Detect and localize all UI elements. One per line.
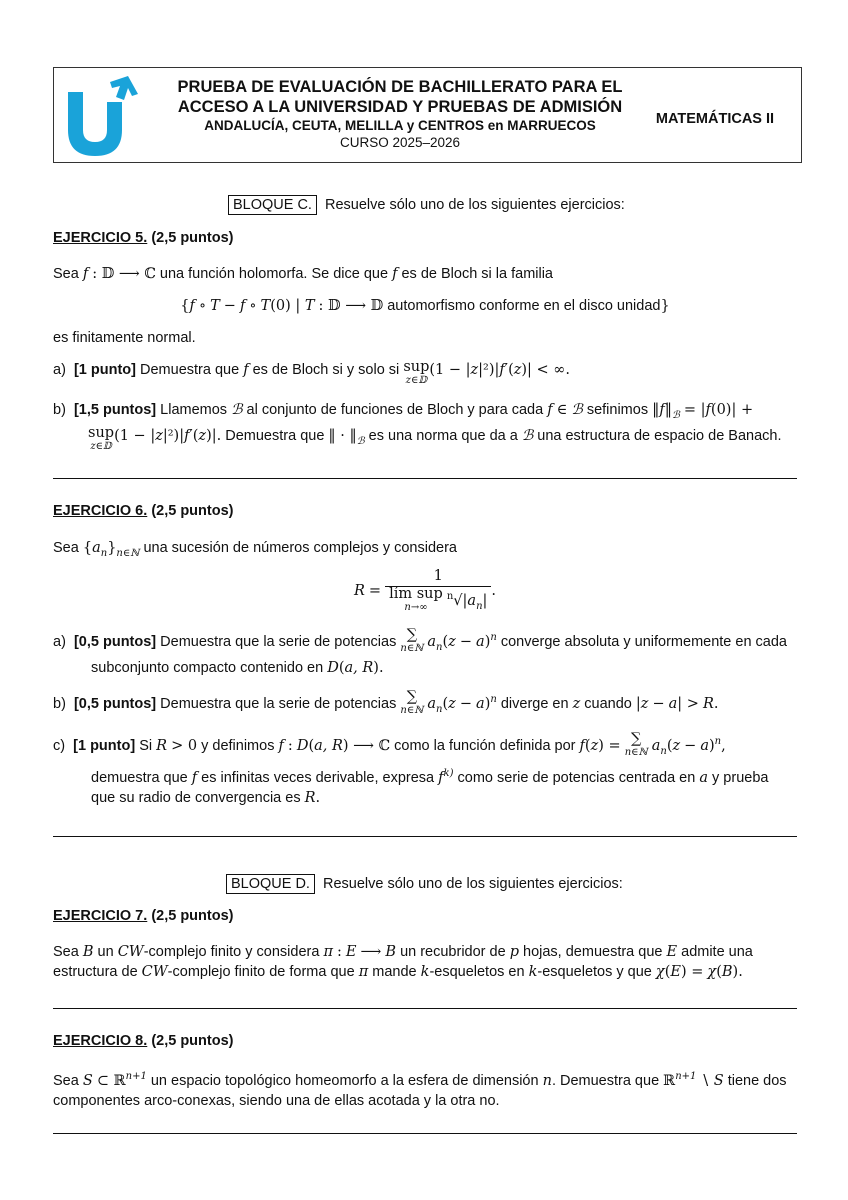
ex6-part-a: a) [0,5 puntos] Demuestra que la serie de potencias ∑ n∈ℕ $a_n(z - a)^n$ converge absoluta y uniformemente en cada subconjunto compacto contenido en D(a, R).	[53, 627, 787, 676]
ex6-part-b: b) [0,5 puntos] Demuestra que la serie de potencias ∑ n∈ℕ $a_n(z - a)^n$ diverge en z cuando |z − a| > R.	[53, 689, 719, 716]
ex5-title	[53, 230, 233, 246]
divider	[53, 836, 797, 837]
ex8-points: (2,5 puntos)	[151, 1033, 234, 1049]
ex5-part-a: a) [1 punto] Demuestra que f es de Bloch si y solo si sup z∈𝔻 (1 − |z|²)|f′(z)| < ∞.	[53, 359, 570, 386]
header-line-1: PRUEBA DE EVALUACIÓN DE BACHILLERATO PARA EL	[177, 78, 623, 96]
bloque-d-instruction: Resuelve sólo uno de los siguientes ejercicios:	[323, 876, 623, 892]
divider	[53, 1133, 797, 1134]
ex8-title-label: EJERCICIO 8.	[53, 1033, 148, 1049]
header-line-2: ACCESO A LA UNIVERSIDAD Y PRUEBAS DE ADMISIÓN	[177, 98, 623, 116]
ex6-intro: Sea $\{a_n\}_{n\in ℕ}$ una sucesión de números complejos y considera	[53, 540, 457, 559]
ex5-title-label: EJERCICIO 5.	[53, 230, 148, 246]
ex6-part-c: c) [1 punto] Si R > 0 y definimos f : D(a, R) ⟶ ℂ como la función definida por f(z) = ∑ n∈ℕ $a_n(z - a)^n$,	[53, 731, 726, 758]
header-course: CURSO 2025–2026	[339, 135, 461, 150]
bloque-d-heading	[226, 876, 623, 892]
ex5-part-b: b) [1,5 puntos] Llamemos ℬ al conjunto de funciones de Bloch y para cada f ∈ ℬ sefinimos $‖f‖_ℬ = |f(0)|$ + sup z∈𝔻 (1 − |z|²)|f′(z)|. Demuestra que ‖ · $‖_ℬ$ es una norma que da a ℬ una estructura de espacio de Banach.	[53, 402, 782, 452]
ex8-statement: Sea S ⊂ ℝ$^{n+1}$ un espacio topológico homeomorfo a la esfera de dimensión n. Demuestra que ℝ$^{n+1}$ ∖ S tiene dos componentes arco-conexas, siendo una de ellas acotada y la otra no.	[53, 1071, 787, 1109]
ex7-title-label: EJERCICIO 7.	[53, 908, 148, 924]
bloque-d-label: BLOQUE D.	[226, 874, 315, 894]
ex6-radius-formula: R = 1 lím sup n→∞ $^n√|a_n|$ .	[353, 568, 497, 613]
divider	[53, 1008, 797, 1009]
ex6-part-c-cont: demuestra que f es infinitas veces derivable, expresa $f^{k)}$ como serie de potencias centrada en a y prueba que su radio de convergencia es R.	[91, 768, 769, 806]
ex6-title	[53, 503, 233, 519]
ex7-title	[53, 908, 233, 924]
ex6-points: (2,5 puntos)	[151, 503, 234, 519]
ex5-points: (2,5 puntos)	[151, 230, 234, 246]
ex5-normal: es finitamente normal.	[53, 330, 196, 346]
subject-title: MATEMÁTICAS II	[655, 111, 775, 127]
ex7-points: (2,5 puntos)	[151, 908, 234, 924]
ex5-family: {f ∘ T − f ∘ T(0) | T : 𝔻 ⟶ 𝔻 automorfismo conforme en el disco unidad}	[180, 298, 670, 314]
header-line-3: ANDALUCÍA, CEUTA, MELILLA y CENTROS en MARRUECOS	[204, 118, 596, 133]
divider	[53, 478, 797, 479]
ex5-intro: Sea f : 𝔻 ⟶ ℂ una función holomorfa. Se dice que f es de Bloch si la familia	[53, 266, 553, 282]
university-logo	[66, 72, 140, 156]
ex8-title	[53, 1033, 233, 1049]
bloque-c-heading	[228, 197, 625, 213]
bloque-c-label: BLOQUE C.	[228, 195, 317, 215]
ex7-statement: Sea B un CW-complejo finito y considera π : E ⟶ B un recubridor de p hojas, demuestra que E admite una estructura de CW-complejo finito de forma que π mande k-esqueletos en k-esqueletos y que χ(E) = χ(B).	[53, 944, 753, 980]
bloque-c-instruction: Resuelve sólo uno de los siguientes ejercicios:	[325, 197, 625, 213]
ex6-title-label: EJERCICIO 6.	[53, 503, 148, 519]
